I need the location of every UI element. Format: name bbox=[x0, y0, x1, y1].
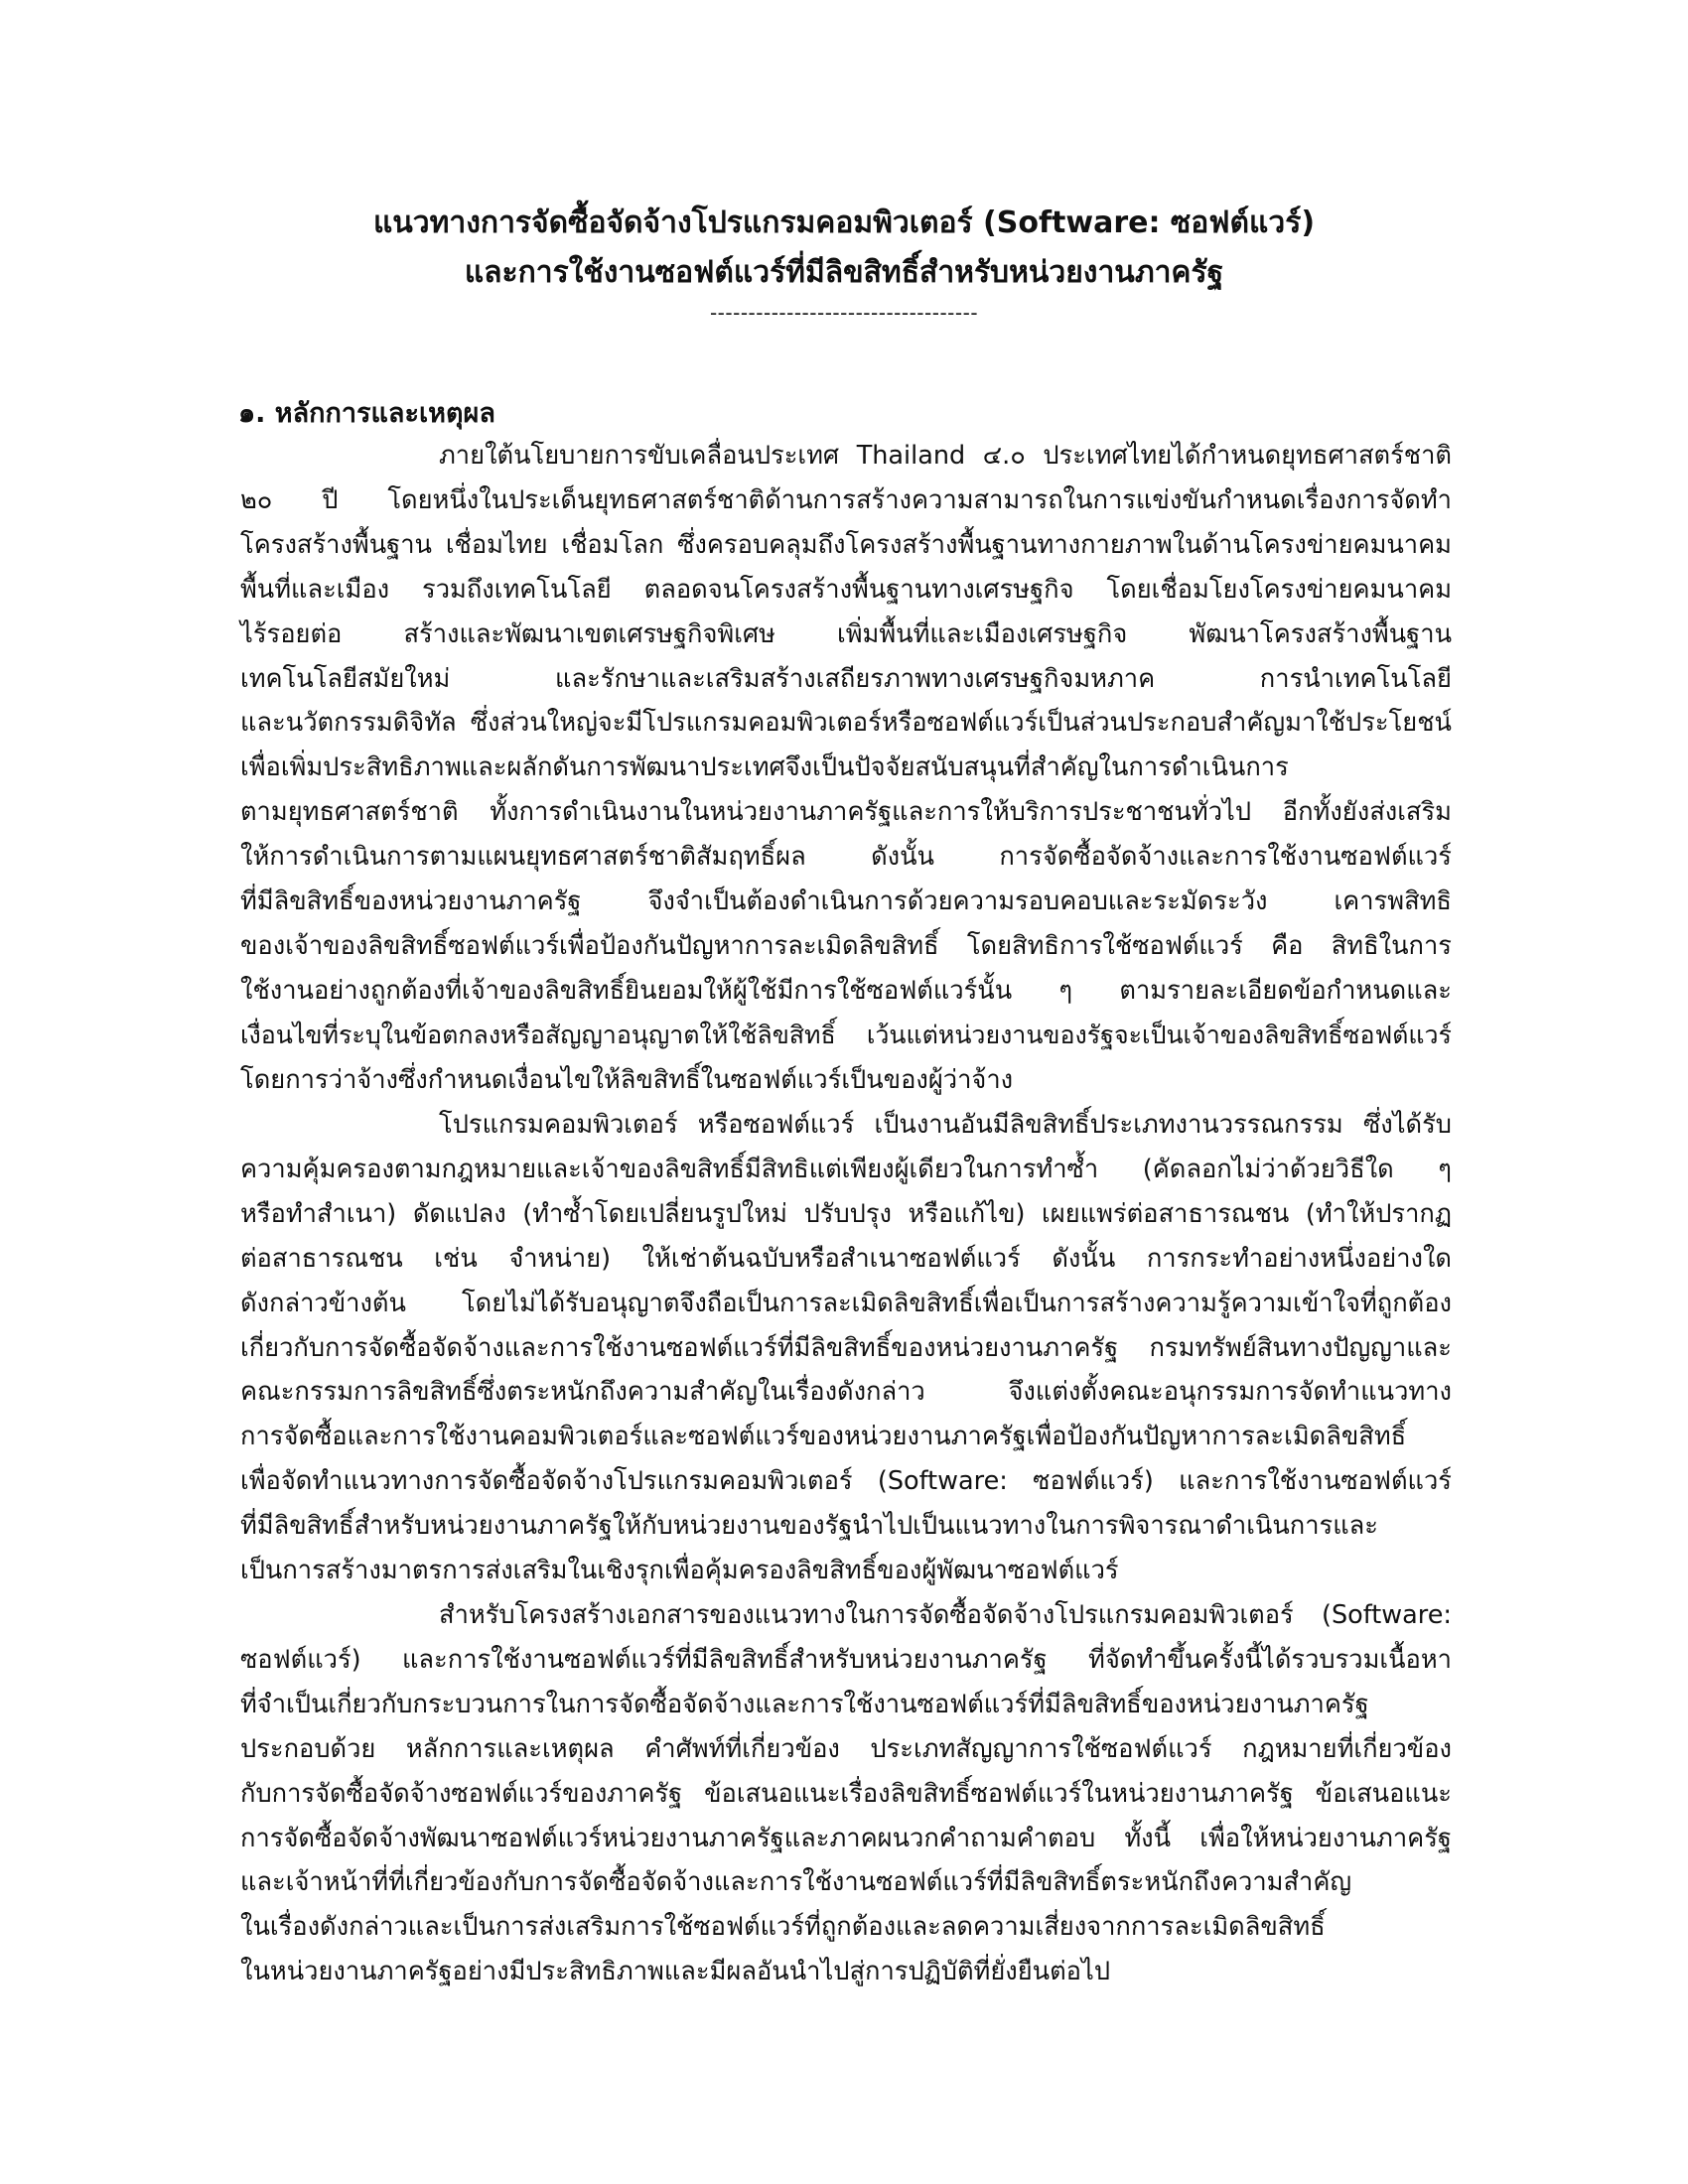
paragraph-line: ซอฟต์แวร์) และการใช้งานซอฟต์แวร์ที่มีลิขสิทธิ์สำหรับหน่วยงานภาครัฐ ที่จัดทำขึ้นครั้งนี้ได้รวบรวมเนื้อหา bbox=[240, 1644, 1452, 1675]
paragraph-line: คณะกรรมการลิขสิทธิ์ซึ่งตระหนักถึงความสำคัญในเรื่องดังกล่าว จึงแต่งตั้งคณะอนุกรรมการจัดทำแนวทาง bbox=[240, 1377, 1452, 1408]
paragraph-line: ความคุ้มครองตามกฎหมายและเจ้าของลิขสิทธิ์มีสิทธิแต่เพียงผู้เดียวในการทำซ้ำ (คัดลอกไม่ว่าด้วยวิธีใด ๆ bbox=[240, 1154, 1452, 1184]
paragraph-line: โครงสร้างพื้นฐาน เชื่อมไทย เชื่อมโลก ซึ่งครอบคลุมถึงโครงสร้างพื้นฐานทางกายภาพในด้านโครงข่ายคมนาคม bbox=[240, 529, 1452, 560]
paragraph-2 bbox=[240, 1103, 1452, 1593]
section-heading: ๑. หลักการและเหตุผล bbox=[238, 398, 495, 429]
paragraph-line: ใช้งานอย่างถูกต้องที่เจ้าของลิขสิทธิ์ยินยอมให้ผู้ใช้มีการใช้ซอฟต์แวร์นั้น ๆ ตามรายละเอียดข้อกำหนดและ bbox=[240, 975, 1452, 1006]
paragraph-line: สำหรับโครงสร้างเอกสารของแนวทางในการจัดซื้อจัดจ้างโปรแกรมคอมพิวเตอร์ (Software: bbox=[439, 1600, 1452, 1630]
paragraph-line: พื้นที่และเมือง รวมถึงเทคโนโลยี ตลอดจนโครงสร้างพื้นฐานทางเศรษฐกิจ โดยเชื่อมโยงโครงข่ายคมนาคม bbox=[240, 574, 1452, 605]
document-title-line-2: และการใช้งานซอฟต์แวร์ที่มีลิขสิทธิ์สำหรับหน่วยงานภาครัฐ bbox=[464, 255, 1224, 290]
paragraph-line: และเจ้าหน้าที่ที่เกี่ยวข้องกับการจัดซื้อจัดจ้างและการใช้งานซอฟต์แวร์ที่มีลิขสิทธิ์ตระหนักถึงความสำคัญ bbox=[240, 1867, 1352, 1898]
paragraph-line: เพื่อจัดทำแนวทางการจัดซื้อจัดจ้างโปรแกรมคอมพิวเตอร์ (Software: ซอฟต์แวร์) และการใช้งานซอฟต์แวร์ bbox=[240, 1466, 1452, 1497]
paragraph-line: เพื่อเพิ่มประสิทธิภาพและผลักดันการพัฒนาประเทศจึงเป็นปัจจัยสนับสนุนที่สำคัญในการดำเนินการ bbox=[240, 752, 1289, 783]
paragraph-line: ของเจ้าของลิขสิทธิ์ซอฟต์แวร์เพื่อป้องกันปัญหาการละเมิดลิขสิทธิ์ โดยสิทธิการใช้ซอฟต์แวร์ คือ สิทธิในการ bbox=[240, 930, 1452, 961]
paragraph-line: โปรแกรมคอมพิวเตอร์ หรือซอฟต์แวร์ เป็นงานอันมีลิขสิทธิ์ประเภทงานวรรณกรรม ซึ่งได้รับ bbox=[439, 1110, 1452, 1140]
paragraph-line: ไร้รอยต่อ สร้างและพัฒนาเขตเศรษฐกิจพิเศษ เพิ่มพื้นที่และเมืองเศรษฐกิจ พัฒนาโครงสร้างพื้นฐาน bbox=[240, 618, 1452, 649]
title-divider: ----------------------------------- bbox=[709, 301, 979, 325]
paragraph-line: ภายใต้นโยบายการขับเคลื่อนประเทศ Thailand ๔.๐ ประเทศไทยได้กำหนดยุทธศาสตร์ชาติ bbox=[439, 441, 1452, 471]
paragraph-line: ที่จำเป็นเกี่ยวกับกระบวนการในการจัดซื้อจัดจ้างและการใช้งานซอฟต์แวร์ที่มีลิขสิทธิ์ของหน่วยงานภาครัฐ bbox=[240, 1689, 1369, 1719]
paragraph-line: เกี่ยวกับการจัดซื้อจัดจ้างและการใช้งานซอฟต์แวร์ที่มีลิขสิทธิ์ของหน่วยงานภาครัฐ กรมทรัพย์สินทางปัญญาและ bbox=[240, 1332, 1452, 1363]
paragraph-line: การจัดซื้อและการใช้งานคอมพิวเตอร์และซอฟต์แวร์ของหน่วยงานภาครัฐเพื่อป้องกันปัญหาการละเมิดลิขสิทธิ์ bbox=[240, 1422, 1407, 1452]
paragraph-line: ให้การดำเนินการตามแผนยุทธศาสตร์ชาติสัมฤทธิ์ผล ดังนั้น การจัดซื้อจัดจ้างและการใช้งานซอฟต์แวร์ bbox=[240, 842, 1452, 873]
paragraph-line: ในเรื่องดังกล่าวและเป็นการส่งเสริมการใช้ซอฟต์แวร์ที่ถูกต้องและลดความเสี่ยงจากการละเมิดลิขสิทธิ์ bbox=[240, 1912, 1326, 1943]
paragraph-line: ต่อสาธารณชน เช่น จำหน่าย) ให้เช่าต้นฉบับหรือสำเนาซอฟต์แวร์ ดังนั้น การกระทำอย่างหนึ่งอย่างใด bbox=[240, 1243, 1452, 1274]
document-title-block bbox=[0, 199, 1688, 326]
paragraph-line: เงื่อนไขที่ระบุในข้อตกลงหรือสัญญาอนุญาตให้ใช้ลิขสิทธิ์ เว้นแต่หน่วยงานของรัฐจะเป็นเจ้าของลิขสิทธิ์ซอฟต์แวร์ bbox=[240, 1020, 1452, 1049]
paragraph-line: ตามยุทธศาสตร์ชาติ ทั้งการดำเนินงานในหน่วยงานภาครัฐและการให้บริการประชาชนทั่วไป อีกทั้งยังส่งเสริม bbox=[240, 797, 1452, 828]
paragraph-line: โดยการว่าจ้างซึ่งกำหนดเงื่อนไขให้ลิขสิทธิ์ในซอฟต์แวร์เป็นของผู้ว่าจ้าง bbox=[240, 1064, 1014, 1095]
paragraph-line: การจัดซื้อจัดจ้างพัฒนาซอฟต์แวร์หน่วยงานภาครัฐและภาคผนวกคำถามคำตอบ ทั้งนี้ เพื่อให้หน่วยงานภาครัฐ bbox=[240, 1823, 1452, 1853]
paragraph-line: ในหน่วยงานภาครัฐอย่างมีประสิทธิภาพและมีผลอันนำไปสู่การปฏิบัติที่ยั่งยืนต่อไป bbox=[240, 1957, 1111, 1987]
paragraph-line: ๒๐ ปี โดยหนึ่งในประเด็นยุทธศาสตร์ชาติด้านการสร้างความสามารถในการแข่งขันกำหนดเรื่องการจัดทำ bbox=[240, 484, 1452, 515]
paragraph-line: กับการจัดซื้อจัดจ้างซอฟต์แวร์ของภาครัฐ ข้อเสนอแนะเรื่องลิขสิทธิ์ซอฟต์แวร์ในหน่วยงานภาครัฐ ข้อเสนอแนะ bbox=[240, 1778, 1452, 1809]
paragraph-3 bbox=[240, 1593, 1452, 1994]
paragraph-line: ดังกล่าวข้างต้น โดยไม่ได้รับอนุญาตจึงถือเป็นการละเมิดลิขสิทธิ์เพื่อเป็นการสร้างความรู้ความเข้าใจที่ถูกต้อง bbox=[240, 1288, 1452, 1318]
paragraph-line: ประกอบด้วย หลักการและเหตุผล คำศัพท์ที่เกี่ยวข้อง ประเภทสัญญาการใช้ซอฟต์แวร์ กฎหมายที่เกี่ยวข้อง bbox=[240, 1733, 1452, 1764]
paragraph-line: เทคโนโลยีสมัยใหม่ และรักษาและเสริมสร้างเสถียรภาพทางเศรษฐกิจมหภาค การนำเทคโนโลยี bbox=[240, 663, 1452, 694]
paragraph-line: ที่มีลิขสิทธิ์ของหน่วยงานภาครัฐ จึงจำเป็นต้องดำเนินการด้วยความรอบคอบและระมัดระวัง เคารพสิทธิ bbox=[240, 887, 1452, 917]
paragraph-line: หรือทำสำเนา) ดัดแปลง (ทำซ้ำโดยเปลี่ยนรูปใหม่ ปรับปรุง หรือแก้ไข) เผยแพร่ต่อสาธารณชน (ทำให้ปรากฏ bbox=[240, 1198, 1452, 1229]
paragraph-line: เป็นการสร้างมาตรการส่งเสริมในเชิงรุกเพื่อคุ้มครองลิขสิทธิ์ของผู้พัฒนาซอฟต์แวร์ bbox=[240, 1556, 1119, 1586]
paragraph-line: ที่มีลิขสิทธิ์สำหรับหน่วยงานภาครัฐให้กับหน่วยงานของรัฐนำไปเป็นแนวทางในการพิจารณาดำเนินการและ bbox=[240, 1511, 1379, 1542]
paragraph-line: และนวัตกรรมดิจิทัล ซึ่งส่วนใหญ่จะมีโปรแกรมคอมพิวเตอร์หรือซอฟต์แวร์เป็นส่วนประกอบสำคัญมาใช้ประโยชน์ bbox=[240, 708, 1452, 739]
document-title-line-1: แนวทางการจัดซื้อจัดจ้างโปรแกรมคอมพิวเตอร์ (Software: ซอฟต์แวร์) bbox=[372, 205, 1316, 240]
paragraph-1 bbox=[240, 434, 1452, 1103]
